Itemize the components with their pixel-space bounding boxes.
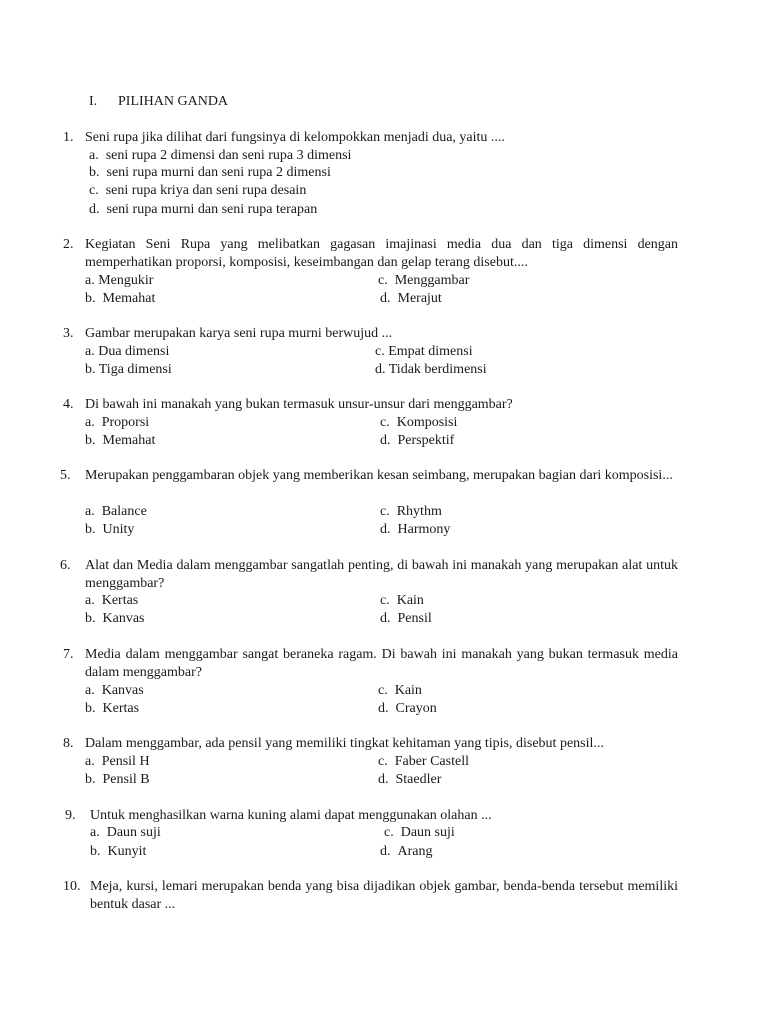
option-b: b. Kanvas <box>85 611 145 626</box>
section-number: I. <box>89 94 98 109</box>
option-a: a. Daun suji <box>90 825 161 840</box>
option-a: a. Proporsi <box>85 415 150 430</box>
question-text: Untuk menghasilkan warna kuning alami dapat menggunakan olahan ... <box>90 808 492 823</box>
section-title: PILIHAN GANDA <box>118 94 229 109</box>
option-b: b. Unity <box>85 522 135 537</box>
option-c: c. Faber Castell <box>378 754 469 769</box>
option-d: d. Tidak berdimensi <box>375 362 487 377</box>
option-c: c. Daun suji <box>384 825 455 840</box>
option-b: b. Kertas <box>85 701 140 716</box>
question-number: 3. <box>63 326 74 341</box>
option-a: a. Pensil H <box>85 754 150 769</box>
question-number: 1. <box>63 130 74 145</box>
question-number: 7. <box>63 647 74 662</box>
question-text: Media dalam menggambar sangat beraneka ragam. Di bawah ini manakah yang bukan termasuk media dalam menggambar? <box>85 647 678 680</box>
option-c: c. Menggambar <box>378 273 470 288</box>
option-d: d. Arang <box>380 844 433 859</box>
question-number: 6. <box>60 558 71 573</box>
option-b: b. Memahat <box>85 291 156 306</box>
question-number: 4. <box>63 397 74 412</box>
option-a: a. Kanvas <box>85 683 144 698</box>
option-c: c. Kain <box>380 593 424 608</box>
option-b: b. Memahat <box>85 433 156 448</box>
question-text: Kegiatan Seni Rupa yang melibatkan gagasan imajinasi media dua dan tiga dimensi dengan memperhatikan proporsi, komposisi, keseimbangan dan gelap terang disebut.... <box>85 237 678 270</box>
option-a: a. seni rupa 2 dimensi dan seni rupa 3 dimensi <box>89 148 352 163</box>
option-d: d. Crayon <box>378 701 437 716</box>
option-a: a. Mengukir <box>85 273 154 288</box>
question-number: 2. <box>63 237 74 252</box>
question-number: 9. <box>65 808 76 823</box>
option-b: b. seni rupa murni dan seni rupa 2 dimensi <box>89 165 331 180</box>
question-text: Alat dan Media dalam menggambar sangatlah penting, di bawah ini manakah yang merupakan alat untuk menggambar? <box>85 558 678 591</box>
option-c: c. Kain <box>378 683 422 698</box>
option-c: c. Komposisi <box>380 415 458 430</box>
option-d: d. Staedler <box>378 772 442 787</box>
question-number: 10. <box>63 879 81 894</box>
option-a: a. Kertas <box>85 593 139 608</box>
option-d: d. seni rupa murni dan seni rupa terapan <box>89 202 318 217</box>
question-number: 5. <box>60 468 71 483</box>
option-b: b. Kunyit <box>90 844 147 859</box>
question-text: Meja, kursi, lemari merupakan benda yang bisa dijadikan objek gambar, benda-benda tersebut memiliki bentuk dasar ... <box>90 879 678 912</box>
option-c: c. Rhythm <box>380 504 442 519</box>
question-text: Merupakan penggambaran objek yang memberikan kesan seimbang, merupakan bagian dari komposisi... <box>85 468 673 483</box>
option-c: c. seni rupa kriya dan seni rupa desain <box>89 183 307 198</box>
option-a: a. Dua dimensi <box>85 344 170 359</box>
option-b: b. Pensil B <box>85 772 150 787</box>
option-d: d. Perspektif <box>380 433 455 448</box>
question-text: Dalam menggambar, ada pensil yang memiliki tingkat kehitaman yang tipis, disebut pensil... <box>85 736 604 751</box>
question-text: Di bawah ini manakah yang bukan termasuk unsur-unsur dari menggambar? <box>85 397 513 412</box>
option-b: b. Tiga dimensi <box>85 362 172 377</box>
option-d: d. Harmony <box>380 522 451 537</box>
option-a: a. Balance <box>85 504 147 519</box>
question-number: 8. <box>63 736 74 751</box>
question-text: Gambar merupakan karya seni rupa murni berwujud ... <box>85 326 393 341</box>
option-d: d. Merajut <box>380 291 442 306</box>
question-text: Seni rupa jika dilihat dari fungsinya di kelompokkan menjadi dua, yaitu .... <box>85 130 505 145</box>
option-c: c. Empat dimensi <box>375 344 473 359</box>
option-d: d. Pensil <box>380 611 432 626</box>
